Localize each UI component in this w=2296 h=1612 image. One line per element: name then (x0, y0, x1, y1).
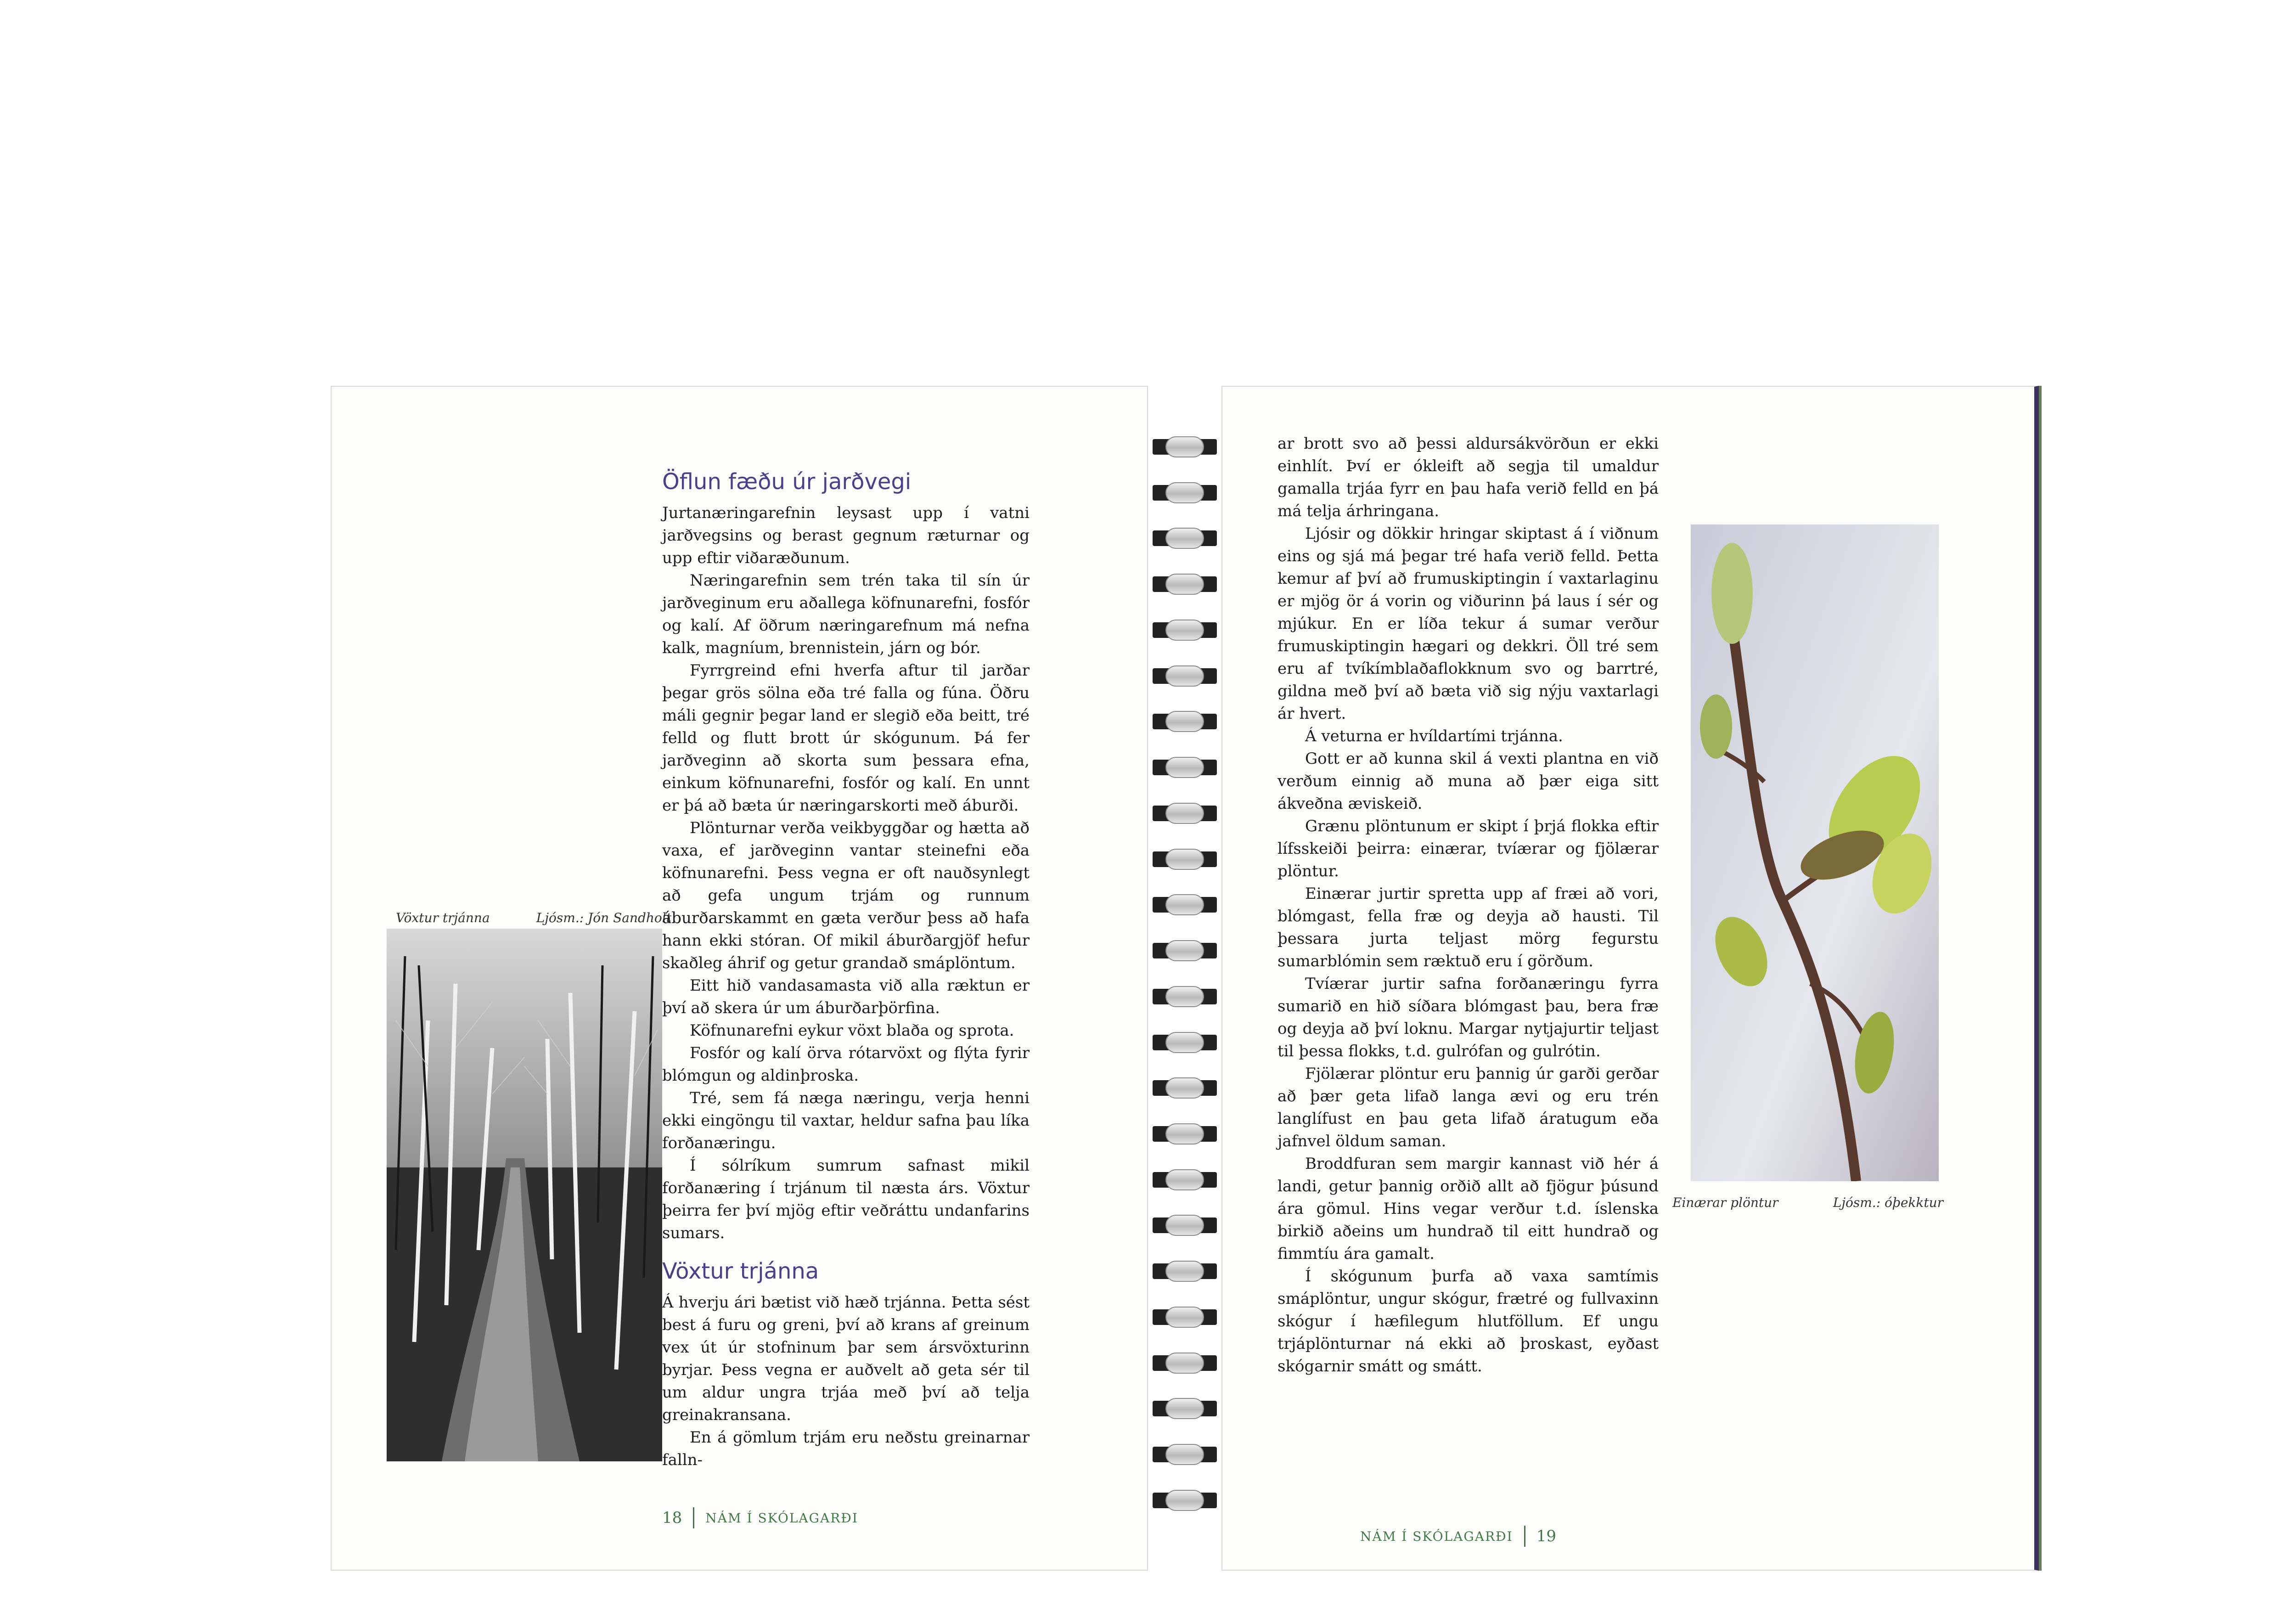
spiral-coil (1153, 436, 1217, 457)
paragraph: Eitt hið vandasamasta við alla ræktun er því að skera úr um áburðarþörfina. (662, 976, 1030, 1017)
paragraph: Ljósir og dökkir hringar skiptast á í viðnum eins og sjá má þegar tré hafa verið felld. Þetta kemur af því að frumuskiptingin í vaxtarlaginu er mjög ör á vorin og viðurinn þá laus í sér og mjúkur. En er líða tekur á sumar verður frumuskiptingin hægari og dekkri. Öll tré sem eru af tvíkímblaðaflokknum svo og barrtré, gildna með því að bæta við sig nýju vaxtarlagi ár hvert. (1277, 524, 1659, 723)
paragraph: Fjölærar plöntur eru þannig úr garði gerðar að þær geta lifað langa ævi og eru trén langlífust en þau geta lifað áratugum eða jafnvel öldum saman. (1277, 1065, 1659, 1150)
page-number-right: 19 (1536, 1527, 1556, 1545)
forest-path-image (387, 929, 662, 1461)
paragraph: Á veturna er hvíldartími trjánna. (1305, 727, 1563, 745)
right-photo-caption-row (1672, 1195, 1943, 1210)
spiral-coil (1153, 482, 1217, 503)
running-title-left: NÁM Í SKÓLAGARÐI (705, 1510, 858, 1526)
paragraph: Plönturnar verða veikbyggðar og hætta að vaxa, ef jarðveginn vantar steinefni eða köfnunarefni. Þess vegna er oft nauðsynlegt að gefa ungum trjám og runnum áburðarskammt en gæta verður þess að hafa hann ekki stóran. Of mikil áburðargjöf hefur skaðleg áhrif og getur grandað smáplöntum. (662, 819, 1030, 972)
paragraph: ar brott svo að þessi aldursákvörðun er ekki einhlít. Því er ókleift að segja til umaldur gamalla trjáa fyrr en þau hafa verið felld en þá má telja árhringana. (1277, 434, 1659, 520)
paragraph: Tré, sem fá næga næringu, verja henni ekki eingöngu til vaxtar, heldur safna þau líka forðanæringu. (662, 1089, 1030, 1152)
spiral-coil (1153, 803, 1217, 824)
footer-divider (1524, 1526, 1525, 1547)
left-photo-caption-row (396, 910, 671, 925)
paragraph: Tvíærar jurtir safna forðanæringu fyrra sumarið en hið síðara blómgast þau, bera fræ og deyja að því loknu. Margar nytjajurtir teljast til þessa flokks, t.d. gulrófan og gulrótin. (1277, 975, 1659, 1060)
spiral-coil (1153, 528, 1217, 549)
left-photo-caption: Vöxtur trjánna (396, 910, 490, 925)
paragraph: Á hverju ári bætist við hæð trjánna. Þetta sést best á furu og greni, því að krans af greinum vex út úr stofninum þar sem ársvöxturinn byrjar. Þess vegna er auðvelt að geta sér til um aldur ungra trjáa með því að telja greinakransana. (662, 1293, 1030, 1424)
paragraph: Köfnunarefni eykur vöxt blaða og sprota. (690, 1021, 1014, 1040)
left-column-top (662, 467, 1030, 1471)
budding-twig-photo (1691, 524, 1939, 1181)
spiral-coil (1153, 574, 1217, 595)
forest-path-photo (387, 929, 662, 1461)
paragraph: Grænu plöntunum er skipt í þrjá flokka eftir lífsskeiði þeirra: einærar, tvíærar og fjölærar plöntur. (1277, 817, 1659, 880)
spiral-coil (1153, 1123, 1217, 1144)
paragraph: Fyrrgreind efni hverfa aftur til jarðar þegar grös sölna eða tré falla og fúna. Öðru máli gegnir þegar land er slegið eða beitt, tré felld og flutt brott úr skógunum. Þá fer jarðveginn að skorta sum þessara efna, einkum köfnunarefni, fosfór og kalí. En unnt er þá að bæta úr næringarskorti með áburði. (662, 661, 1030, 815)
spiral-coil (1153, 894, 1217, 915)
spiral-coil (1153, 1353, 1217, 1374)
spiral-binding (1153, 436, 1217, 1511)
spiral-coil (1153, 711, 1217, 732)
right-page (1221, 386, 2039, 1571)
spiral-coil (1153, 620, 1217, 641)
left-footer (662, 1507, 858, 1528)
spiral-coil (1153, 757, 1217, 778)
paragraph: Í sólríkum sumrum safnast mikil forðanæring í trjánum til næsta árs. Vöxtur þeirra fer því mjög eftir veðráttu undanfarins sumars. (662, 1156, 1030, 1242)
footer-divider (693, 1507, 694, 1528)
spiral-coil (1153, 1032, 1217, 1053)
spiral-coil (1153, 665, 1217, 687)
right-footer (1360, 1526, 1556, 1547)
spiral-coil (1153, 1490, 1217, 1511)
paragraph: Fosfór og kalí örva rótarvöxt og flýta fyrir blómgun og aldinþroska. (662, 1044, 1030, 1085)
right-photo-caption: Einærar plöntur (1672, 1195, 1778, 1210)
left-photo-credit: Ljósm.: Jón Sandholt (536, 910, 671, 925)
paragraph: Í skógunum þurfa að vaxa samtímis smáplöntur, ungur skógur, frætré og fullvaxinn skógur í hæfilegum hlutföllum. Ef ungu trjáplönturnar ná ekki að þroskast, eyðast skógarnir smátt og smátt. (1277, 1267, 1659, 1375)
spiral-coil (1153, 1444, 1217, 1465)
spiral-coil (1153, 1261, 1217, 1282)
paragraph: En á gömlum trjám eru neðstu greinarnar falln- (662, 1428, 1030, 1469)
right-column (1277, 433, 1659, 1378)
paragraph: Jurtanæringarefnin leysast upp í vatni jarðvegsins og berast gegnum ræturnar og upp eftir viðaræðunum. (662, 504, 1030, 567)
spiral-coil (1153, 1215, 1217, 1236)
paragraph: Næringarefnin sem trén taka til sín úr jarðveginum eru aðallega köfnunarefni, fosfór og kalí. Af öðrum næringarefnum má nefna kalk, magníum, brennistein, járn og bór. (662, 571, 1030, 657)
spiral-coil (1153, 1307, 1217, 1328)
spiral-coil (1153, 1169, 1217, 1190)
page-number-left: 18 (662, 1509, 682, 1527)
running-title-right: NÁM Í SKÓLAGARÐI (1360, 1528, 1513, 1544)
spiral-coil (1153, 849, 1217, 870)
heading-tree-growth: Vöxtur trjánna (662, 1258, 819, 1284)
left-page (331, 386, 1148, 1571)
paragraph: Einærar jurtir spretta upp af fræi að vori, blómgast, fella fræ og deyja að hausti. Til þessara jurta teljast mörg fegurstu sumarblómin sem ræktuð eru í görðum. (1277, 885, 1659, 970)
open-book (331, 386, 2039, 1580)
spiral-coil (1153, 986, 1217, 1007)
paragraph: Gott er að kunna skil á vexti plantna en við verðum einnig að muna að þær eiga sitt ákveðna æviskeið. (1277, 750, 1659, 813)
heading-nutrient-uptake: Öflun fæðu úr jarðvegi (662, 469, 912, 495)
spiral-coil (1153, 1077, 1217, 1099)
right-photo-credit: Ljósm.: óþekktur (1833, 1195, 1943, 1210)
spiral-coil (1153, 940, 1217, 961)
paragraph: Broddfuran sem margir kannast við hér á landi, getur þannig orðið allt að fjögur þúsund ára gömul. Hins vegar verður t.d. íslenska birkið aðeins um hundrað til eitt hundrað og fimmtíu ára gamalt. (1277, 1155, 1659, 1263)
budding-twig-image (1691, 524, 1939, 1181)
spiral-coil (1153, 1398, 1217, 1419)
